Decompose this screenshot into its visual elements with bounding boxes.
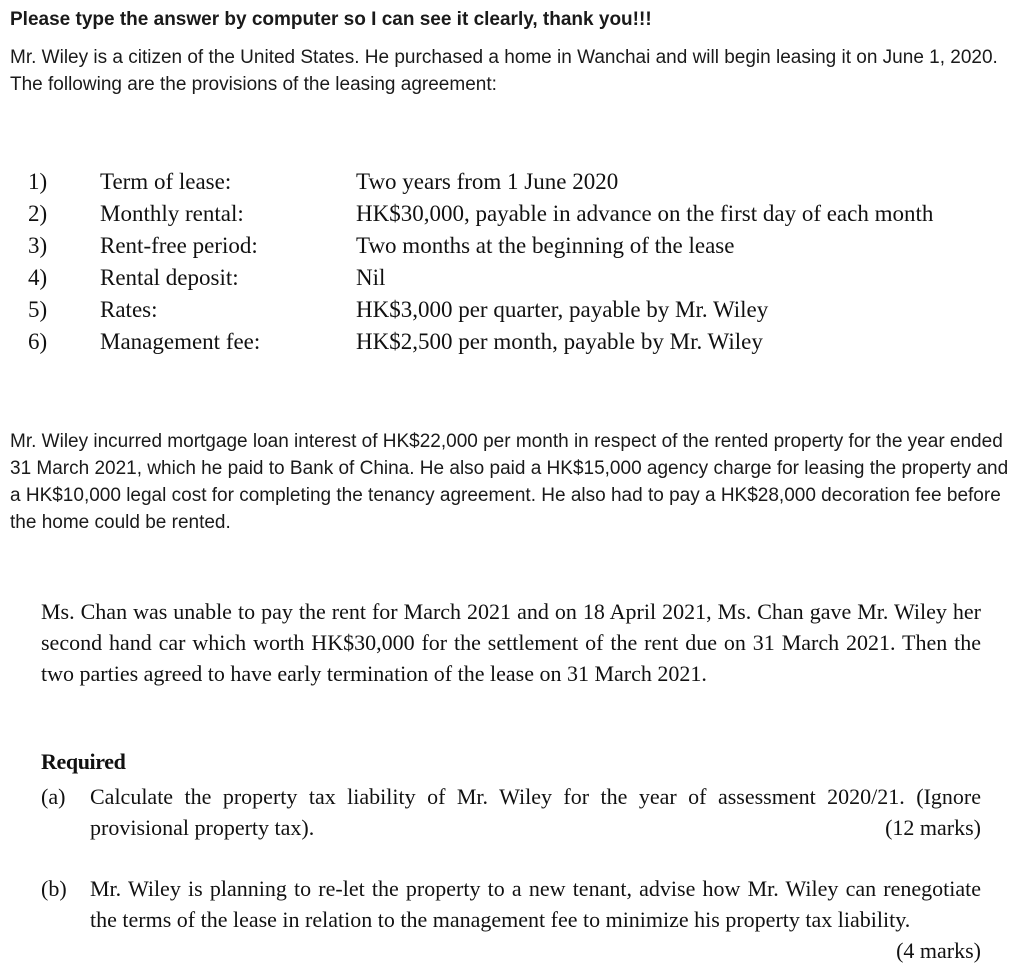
provision-row xyxy=(28,230,956,262)
provision-number: 6) xyxy=(28,329,48,354)
provision-number: 2) xyxy=(28,201,48,226)
question-text: Calculate the property tax liability of Mr. Wiley for the year of assessment 2020/21. (Ignore provisional property tax). xyxy=(90,784,981,840)
provision-label: Rental deposit: xyxy=(100,265,239,290)
provision-value: HK$2,500 per month, payable by Mr. Wiley xyxy=(356,329,763,354)
chan-paragraph: Ms. Chan was unable to pay the rent for March 2021 and on 18 April 2021, Ms. Chan gave Mr. Wiley her second hand car which worth HK$30,000 for the settlement of the rent due on 31 March 2021. Then the two parties agreed to have early termination of the lease on 31 March 2021. xyxy=(41,599,981,686)
required-heading: Required xyxy=(41,749,126,774)
provision-number: 5) xyxy=(28,297,48,322)
expenses-paragraph: Mr. Wiley incurred mortgage loan interest of HK$22,000 per month in respect of the rented property for the year ended 31 March 2021, which he paid to Bank of China. He also paid a HK$15,000 agency charge for leasing the property and a HK$10,000 legal cost for completing the tenancy agreement. He also had to pay a HK$28,000 decoration fee before the home could be rented. xyxy=(10,431,1009,533)
question-letter: (a) xyxy=(41,784,66,809)
question-marks: (4 marks) xyxy=(896,938,981,963)
provision-row xyxy=(28,294,956,326)
provisions-table xyxy=(28,166,956,358)
provision-row xyxy=(28,166,956,198)
provision-value: HK$30,000, payable in advance on the first day of each month xyxy=(356,201,934,226)
question-a xyxy=(41,781,981,843)
provision-number: 4) xyxy=(28,265,48,290)
question-marks: (12 marks) xyxy=(885,815,981,840)
question-letter: (b) xyxy=(41,876,67,901)
provision-value: Two months at the beginning of the lease xyxy=(356,233,735,258)
question-text: Mr. Wiley is planning to re-let the property to a new tenant, advise how Mr. Wiley can renegotiate the terms of the lease in relation to the management fee to minimize his property tax liability. xyxy=(90,876,981,932)
provision-value: Two years from 1 June 2020 xyxy=(356,169,619,194)
provision-row xyxy=(28,262,956,294)
provision-row xyxy=(28,326,956,358)
provision-row xyxy=(28,198,956,230)
provision-label: Monthly rental: xyxy=(100,201,244,226)
provision-label: Management fee: xyxy=(100,329,261,354)
provision-label: Rates: xyxy=(100,297,158,322)
headline: Please type the answer by computer so I can see it clearly, thank you!!! xyxy=(10,9,652,30)
provision-number: 1) xyxy=(28,169,48,194)
provision-value: Nil xyxy=(356,265,386,290)
intro-paragraph: Mr. Wiley is a citizen of the United States. He purchased a home in Wanchai and will begin leasing it on June 1, 2020. The following are the provisions of the leasing agreement: xyxy=(10,47,998,95)
provision-label: Rent-free period: xyxy=(100,233,258,258)
provision-number: 3) xyxy=(28,233,48,258)
question-b xyxy=(41,873,981,966)
provision-label: Term of lease: xyxy=(100,169,232,194)
provision-value: HK$3,000 per quarter, payable by Mr. Wiley xyxy=(356,297,769,322)
